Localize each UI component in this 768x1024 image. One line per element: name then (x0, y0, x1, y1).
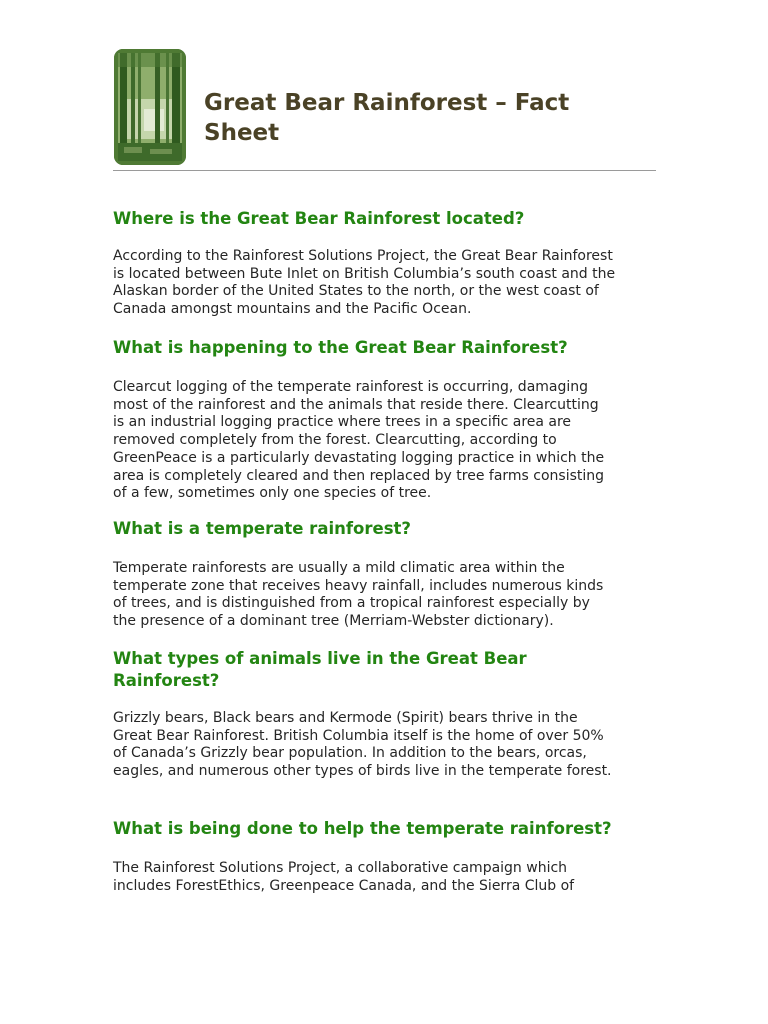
text-line: temperate zone that receives heavy rainfall, includes numerous kinds (113, 577, 604, 594)
section-text-help (113, 860, 673, 895)
section-text-animals (113, 710, 673, 781)
text-line: of a few, sometimes only one species of tree. (113, 485, 432, 502)
text-line: is located between Bute Inlet on British Columbia’s south coast and the (113, 265, 616, 282)
forest-logo-icon (114, 49, 186, 165)
title-divider (113, 170, 656, 171)
text-line: eagles, and numerous other types of birds live in the temperate forest. (113, 763, 612, 780)
text-line: Grizzly bears, Black bears and Kermode (Spirit) bears thrive in the (113, 710, 578, 726)
text-line: Alaskan border of the United States to the north, or the west coast of (113, 283, 599, 300)
text-line: Temperate rainforests are usually a mild climatic area within the (113, 560, 565, 576)
text-line: most of the rainforest and the animals that reside there. Clearcutting (113, 396, 599, 413)
section-heading-help: What is being done to help the temperate rainforest? (113, 819, 612, 838)
section-heading-temperate: What is a temperate rainforest? (113, 519, 411, 538)
text-line: the presence of a dominant tree (Merriam-Webster dictionary). (113, 613, 554, 630)
text-line: removed completely from the forest. Clearcutting, according to (113, 432, 557, 449)
section-text-temperate (113, 560, 673, 631)
text-line: GreenPeace is a particularly devastating logging practice in which the (113, 449, 605, 466)
section-heading-animals (113, 648, 673, 692)
section-heading-happening: What is happening to the Great Bear Rainforest? (113, 338, 568, 357)
section-text-location (113, 248, 673, 319)
section-text-happening (113, 379, 673, 503)
heading-line: What types of animals live in the Great Bear (113, 649, 527, 668)
heading-line: Rainforest? (113, 671, 220, 690)
text-line: of trees, and is distinguished from a tropical rainforest especially by (113, 595, 590, 612)
page-title: Great Bear Rainforest – Fact Sheet (204, 90, 570, 146)
text-line: area is completely cleared and then replaced by tree farms consisting (113, 467, 605, 484)
text-line: Canada amongst mountains and the Pacific Ocean. (113, 301, 472, 318)
text-line: Great Bear Rainforest. British Columbia itself is the home of over 50% (113, 727, 604, 744)
text-line: includes ForestEthics, Greenpeace Canada, and the Sierra Club of (113, 877, 575, 894)
forest-illustration (114, 49, 186, 165)
text-line: Clearcut logging of the temperate rainforest is occurring, damaging (113, 379, 589, 395)
text-line: is an industrial logging practice where trees in a specific area are (113, 414, 572, 431)
text-line: of Canada’s Grizzly bear population. In addition to the bears, orcas, (113, 745, 587, 762)
text-line: The Rainforest Solutions Project, a collaborative campaign which (113, 860, 568, 876)
section-heading-location: Where is the Great Bear Rainforest located? (113, 209, 525, 228)
text-line: According to the Rainforest Solutions Project, the Great Bear Rainforest (113, 248, 613, 264)
